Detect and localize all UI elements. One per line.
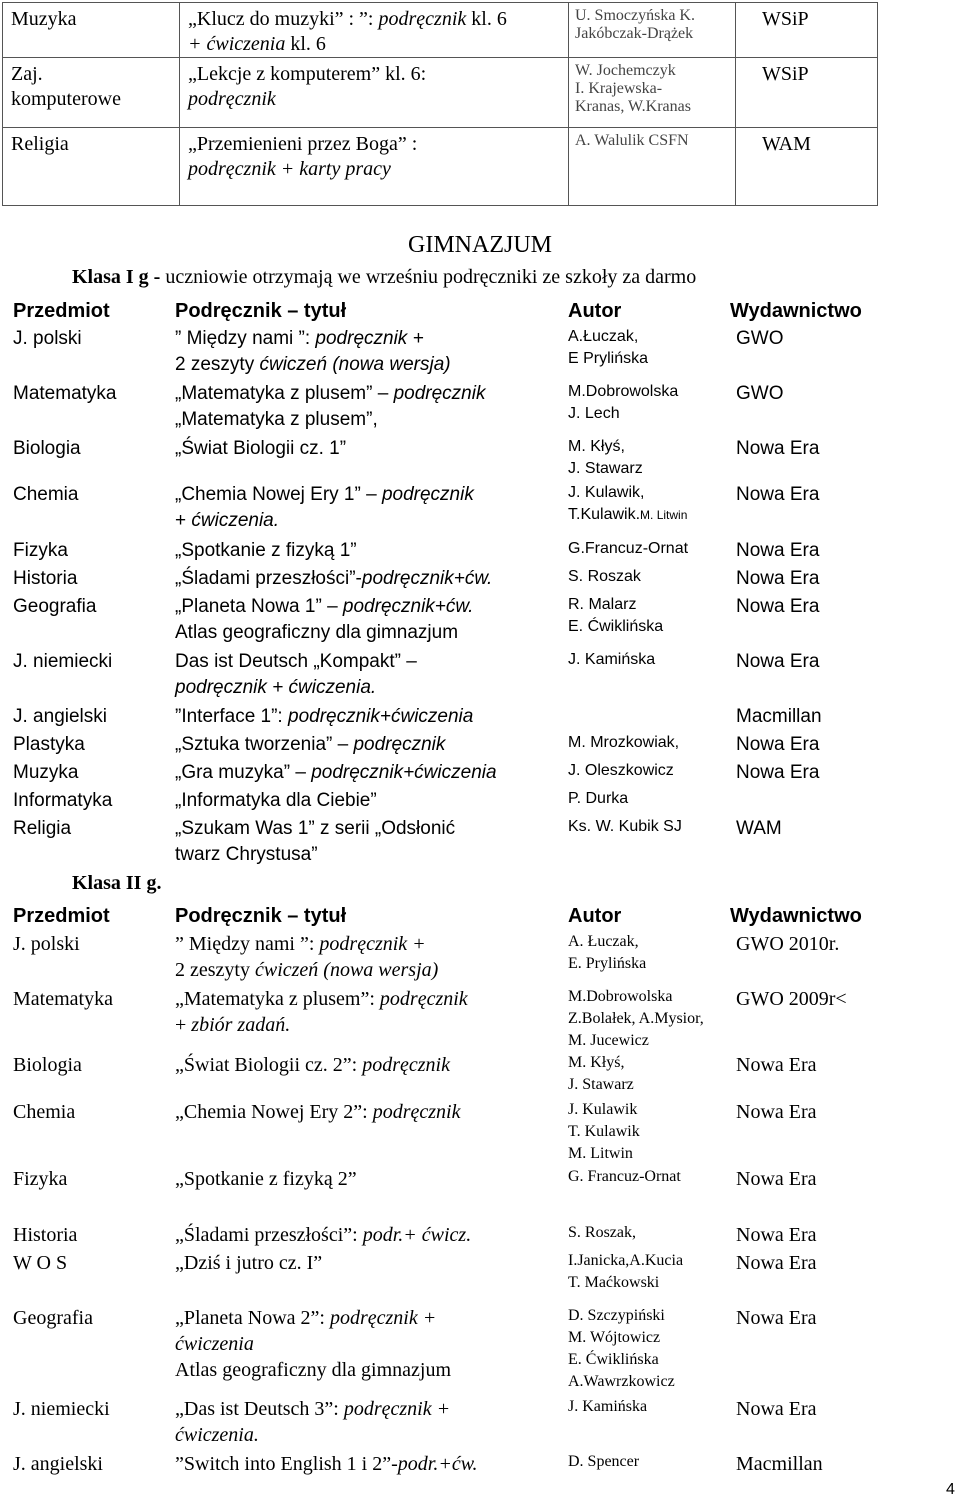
book-title-line: „Matematyka z plusem”: podręcznik bbox=[175, 988, 468, 1010]
book-title-part: kl. 6 bbox=[285, 33, 326, 55]
book-cell bbox=[180, 3, 569, 58]
book-title-part: „Lekcje z komputerem” kl. 6: bbox=[188, 63, 427, 85]
publisher-name: Nowa Era bbox=[736, 1252, 817, 1274]
publisher-name: GWO 2010r. bbox=[736, 933, 840, 955]
author-list bbox=[568, 1222, 636, 1244]
author-name: M. Wójtowicz bbox=[568, 1329, 661, 1346]
book-title-line: „Informatyka dla Ciebie” bbox=[175, 790, 377, 811]
subject-cell-content bbox=[11, 128, 179, 157]
book-title-line: ” Między nami ”: podręcznik + bbox=[175, 328, 424, 349]
publisher-name: GWO bbox=[736, 328, 784, 349]
author-name: U. Smoczyńska K. bbox=[575, 7, 695, 24]
subject-name: Plastyka bbox=[13, 734, 85, 755]
author-list bbox=[568, 732, 679, 754]
publisher-name: Macmillan bbox=[736, 706, 822, 727]
book-cell-content bbox=[188, 58, 568, 112]
book-title-part: podręcznik + karty pracy bbox=[188, 158, 391, 180]
subject-name: Biologia bbox=[13, 438, 81, 459]
upper-table-row bbox=[3, 3, 878, 58]
book-title-line: „Szukam Was 1” z serii „Odsłonić bbox=[175, 818, 456, 839]
author-list bbox=[568, 816, 682, 838]
subject-name: J. polski bbox=[13, 328, 82, 349]
section-title: GIMNAZJUM bbox=[408, 232, 552, 258]
author-list bbox=[568, 986, 704, 1052]
publisher-name: WSiP bbox=[762, 8, 809, 30]
book-title-line: „Świat Biologii cz. 2”: podręcznik bbox=[175, 1054, 450, 1076]
subject-name: Fizyka bbox=[13, 1168, 68, 1190]
class-1-label: Klasa I g - bbox=[72, 266, 166, 288]
author-name: Kranas, W.Kranas bbox=[575, 98, 691, 115]
publisher-name: Nowa Era bbox=[736, 1101, 817, 1123]
subject-name: Chemia bbox=[13, 1101, 76, 1123]
publisher-name: Nowa Era bbox=[736, 1398, 817, 1420]
author-name: G.Francuz-Ornat bbox=[568, 540, 689, 557]
publisher-name: Nowa Era bbox=[736, 540, 820, 561]
subject-name: Historia bbox=[13, 568, 78, 589]
book-title bbox=[175, 816, 455, 868]
author-name: J. Kamińska bbox=[568, 1398, 648, 1415]
author-name: M. Mrozkowiak, bbox=[568, 734, 680, 751]
author-list bbox=[568, 436, 643, 480]
class-2-heading: Klasa II g. bbox=[72, 872, 162, 894]
book-title-line: „Planeta Nowa 1” – podręcznik+ćw. bbox=[175, 596, 474, 617]
column-header-author: Autor bbox=[568, 905, 622, 927]
publisher-name: WAM bbox=[736, 818, 782, 839]
upper-book-table bbox=[2, 2, 878, 206]
author-list bbox=[568, 381, 678, 425]
publisher-name: Macmillan bbox=[736, 1453, 823, 1475]
author-list bbox=[568, 566, 641, 588]
column-header-publisher: Wydawnictwo bbox=[730, 300, 862, 322]
author-list bbox=[568, 482, 687, 526]
subject-name: J. niemiecki bbox=[13, 1398, 110, 1420]
author-cell bbox=[569, 128, 736, 206]
publisher-name: GWO 2009r< bbox=[736, 988, 847, 1010]
book-title-line: ”Switch into English 1 i 2”-podr.+ćw. bbox=[175, 1453, 478, 1475]
author-name: S. Roszak, bbox=[568, 1224, 636, 1241]
subject-name: Matematyka bbox=[13, 988, 113, 1010]
subject-name: Geografia bbox=[13, 596, 97, 617]
author-name: I. Krajewska- bbox=[575, 80, 663, 97]
author-name: E. Ćwiklińska bbox=[568, 1351, 659, 1368]
book-title-line: Das ist Deutsch „Kompakt” – bbox=[175, 651, 417, 672]
subject-cell bbox=[3, 58, 180, 128]
author-cell-content bbox=[575, 58, 735, 116]
author-name: M.Dobrowolska bbox=[568, 988, 673, 1005]
subject-name: komputerowe bbox=[11, 88, 121, 110]
publisher-name: Nowa Era bbox=[736, 762, 820, 783]
book-title bbox=[175, 1250, 322, 1276]
book-title-line: ćwiczenia. bbox=[175, 1424, 259, 1446]
publisher-cell bbox=[736, 58, 878, 128]
author-name: G. Francuz-Ornat bbox=[568, 1168, 681, 1185]
subject-name: Muzyka bbox=[11, 8, 77, 30]
book-title-line: „Chemia Nowej Ery 1” – podręcznik bbox=[175, 484, 474, 505]
book-title bbox=[175, 1451, 478, 1477]
publisher-name: Nowa Era bbox=[736, 438, 820, 459]
book-title bbox=[175, 649, 417, 701]
author-list bbox=[568, 1305, 675, 1393]
book-title-line: Atlas geograficzny dla gimnazjum bbox=[175, 1359, 452, 1381]
book-title-line: 2 zeszyty ćwiczeń (nowa wersja) bbox=[175, 354, 451, 375]
book-title-line: twarz Chrystusa” bbox=[175, 844, 318, 865]
book-title-part: podręcznik bbox=[188, 88, 276, 110]
subject-name: Fizyka bbox=[13, 540, 68, 561]
author-list bbox=[568, 760, 674, 782]
publisher-name: Nowa Era bbox=[736, 1168, 817, 1190]
subject-name: J. polski bbox=[13, 933, 80, 955]
author-name: J. Lech bbox=[568, 405, 620, 422]
subject-name: Zaj. bbox=[11, 63, 43, 85]
subject-cell bbox=[3, 3, 180, 58]
publisher-cell bbox=[736, 3, 878, 58]
book-title-line: „Spotkanie z fizyką 2” bbox=[175, 1168, 357, 1190]
author-name: T. Kulawik bbox=[568, 1123, 640, 1140]
book-title bbox=[175, 1166, 357, 1192]
book-title bbox=[175, 594, 473, 646]
book-title bbox=[175, 931, 438, 983]
author-name: J. Kamińska bbox=[568, 651, 656, 668]
book-title-part: „Przemienieni przez Boga” : bbox=[188, 133, 418, 155]
author-name: M. Jucewicz bbox=[568, 1032, 649, 1049]
book-title-line: podręcznik + ćwiczenia. bbox=[175, 677, 377, 698]
book-title-line: „Sztuka tworzenia” – podręcznik bbox=[175, 734, 446, 755]
author-name: J. Stawarz bbox=[568, 460, 643, 477]
book-title-part: kl. 6 bbox=[466, 8, 507, 30]
subject-cell-content bbox=[11, 3, 179, 32]
book-title-part: podręcznik bbox=[378, 8, 467, 30]
column-header-subject: Przedmiot bbox=[13, 905, 110, 927]
publisher-name: Nowa Era bbox=[736, 734, 820, 755]
author-name: J. Stawarz bbox=[568, 1076, 634, 1093]
publisher-name: GWO bbox=[736, 383, 784, 404]
book-title-line: „Spotkanie z fizyką 1” bbox=[175, 540, 357, 561]
author-name: I.Janicka,A.Kucia bbox=[568, 1252, 684, 1269]
subject-name: Biologia bbox=[13, 1054, 82, 1076]
author-list bbox=[568, 594, 663, 638]
publisher-name: Nowa Era bbox=[736, 1224, 817, 1246]
column-header-book: Podręcznik – tytuł bbox=[175, 905, 347, 927]
author-name: T. Maćkowski bbox=[568, 1274, 660, 1291]
author-list bbox=[568, 1451, 639, 1473]
subject-cell-content bbox=[11, 58, 179, 112]
book-title bbox=[175, 1099, 460, 1125]
book-title bbox=[175, 732, 445, 758]
book-cell-content bbox=[188, 128, 568, 182]
author-cell-content bbox=[575, 3, 735, 43]
class-1-heading bbox=[72, 266, 696, 289]
upper-table-row bbox=[3, 128, 878, 206]
book-title bbox=[175, 986, 468, 1038]
book-cell bbox=[180, 58, 569, 128]
book-title-line: Atlas geograficzny dla gimnazjum bbox=[175, 622, 459, 643]
author-name: M. Litwin bbox=[568, 1145, 633, 1162]
book-title bbox=[175, 1222, 471, 1248]
book-cell bbox=[180, 128, 569, 206]
class-1-note: uczniowie otrzymają we wrześniu podręczniki ze szkoły za darmo bbox=[165, 266, 697, 288]
author-list bbox=[568, 931, 646, 975]
subject-name: J. angielski bbox=[13, 1453, 103, 1475]
book-title bbox=[175, 381, 485, 433]
author-name: Z.Bolałek, A.Mysior, bbox=[568, 1010, 704, 1027]
subject-name: W O S bbox=[13, 1252, 68, 1274]
book-title-line: + ćwiczenia. bbox=[175, 510, 280, 531]
author-name: J. Kulawik bbox=[568, 1101, 638, 1118]
author-name: A.Wawrzkowicz bbox=[568, 1373, 675, 1390]
author-name: D. Spencer bbox=[568, 1453, 640, 1470]
subject-name: Religia bbox=[13, 818, 72, 839]
author-name: E. Prylińska bbox=[568, 955, 647, 972]
upper-table-row bbox=[3, 58, 878, 128]
author-name: M.Dobrowolska bbox=[568, 383, 679, 400]
author-name: D. Szczypiński bbox=[568, 1307, 665, 1324]
author-name: A. Walulik CSFN bbox=[575, 132, 689, 149]
subject-name: Informatyka bbox=[13, 790, 113, 811]
publisher-cell bbox=[736, 128, 878, 206]
author-name: P. Durka bbox=[568, 790, 629, 807]
book-title-line: „Świat Biologii cz. 1” bbox=[175, 438, 347, 459]
publisher-name: Nowa Era bbox=[736, 596, 820, 617]
book-title bbox=[175, 1396, 450, 1448]
author-cell-content bbox=[575, 128, 735, 150]
book-title-line: „Das ist Deutsch 3”: podręcznik + bbox=[175, 1398, 451, 1420]
book-title bbox=[175, 326, 451, 378]
author-list bbox=[568, 1250, 683, 1294]
subject-name: J. niemiecki bbox=[13, 651, 113, 672]
author-name: W. Jochemczyk bbox=[575, 62, 676, 79]
author-name: Ks. W. Kubik SJ bbox=[568, 818, 682, 835]
author-name: A. Łuczak, bbox=[568, 933, 639, 950]
book-title-line: „Chemia Nowej Ery 2”: podręcznik bbox=[175, 1101, 461, 1123]
author-name: M. Kłyś, bbox=[568, 438, 625, 455]
book-title-line: ćwiczenia bbox=[175, 1333, 254, 1355]
book-title-line: ” Między nami ”: podręcznik + bbox=[175, 933, 426, 955]
book-title bbox=[175, 760, 497, 786]
publisher-name: Nowa Era bbox=[736, 568, 820, 589]
book-title bbox=[175, 788, 377, 814]
subject-name: Historia bbox=[13, 1224, 78, 1246]
author-name: E Prylińska bbox=[568, 350, 649, 367]
column-header-author: Autor bbox=[568, 300, 622, 322]
subject-name: Muzyka bbox=[13, 762, 79, 783]
book-title-line: + zbiór zadań. bbox=[175, 1014, 291, 1036]
subject-name: Matematyka bbox=[13, 383, 117, 404]
author-name: J. Oleszkowicz bbox=[568, 762, 674, 779]
subject-name: J. angielski bbox=[13, 706, 107, 727]
book-title bbox=[175, 566, 492, 592]
subject-name: Chemia bbox=[13, 484, 79, 505]
author-name: Jakóbczak-Drążek bbox=[575, 25, 694, 42]
author-cell bbox=[569, 58, 736, 128]
book-title-line: „Śladami przeszłości”-podręcznik+ćw. bbox=[175, 568, 493, 589]
subject-name: Religia bbox=[11, 133, 69, 155]
book-title bbox=[175, 704, 473, 730]
author-list bbox=[568, 1099, 640, 1165]
book-title-line: „Gra muzyka” – podręcznik+ćwiczenia bbox=[175, 762, 497, 783]
author-list bbox=[568, 326, 648, 370]
column-header-subject: Przedmiot bbox=[13, 300, 110, 322]
author-cell bbox=[569, 3, 736, 58]
publisher-name: WAM bbox=[762, 133, 811, 155]
book-title bbox=[175, 482, 474, 534]
book-title bbox=[175, 1052, 450, 1078]
publisher-name: WSiP bbox=[762, 63, 809, 85]
publisher-name: Nowa Era bbox=[736, 651, 820, 672]
book-cell-content bbox=[188, 3, 568, 57]
author-name: R. Malarz bbox=[568, 596, 637, 613]
author-name: S. Roszak bbox=[568, 568, 641, 585]
book-title-line: „Planeta Nowa 2”: podręcznik + bbox=[175, 1307, 437, 1329]
author-name: A.Łuczak, bbox=[568, 328, 639, 345]
author-list bbox=[568, 649, 655, 671]
book-title-line: „Śladami przeszłości”: podr.+ ćwicz. bbox=[175, 1224, 472, 1246]
publisher-name: Nowa Era bbox=[736, 484, 820, 505]
column-header-publisher: Wydawnictwo bbox=[730, 905, 862, 927]
author-name: T.Kulawik.M. Litwin bbox=[568, 506, 688, 523]
book-title bbox=[175, 1305, 451, 1383]
book-title bbox=[175, 538, 357, 564]
author-name: E. Ćwiklińska bbox=[568, 618, 664, 635]
author-list bbox=[568, 538, 688, 560]
book-title-part: + ćwiczenia bbox=[188, 33, 286, 55]
book-title-part: „Klucz do muzyki” : ”: bbox=[188, 8, 379, 30]
publisher-name: Nowa Era bbox=[736, 1054, 817, 1076]
author-name: M. Kłyś, bbox=[568, 1054, 625, 1071]
author-list bbox=[568, 1166, 681, 1188]
publisher-name: Nowa Era bbox=[736, 1307, 817, 1329]
column-header-book: Podręcznik – tytuł bbox=[175, 300, 347, 322]
book-title-line: „Matematyka z plusem” – podręcznik bbox=[175, 383, 486, 404]
book-title-line: „Matematyka z plusem”, bbox=[175, 409, 378, 430]
page-number: 4 bbox=[946, 1481, 955, 1498]
book-title-line: „Dziś i jutro cz. I” bbox=[175, 1252, 323, 1274]
book-title bbox=[175, 436, 346, 462]
author-list bbox=[568, 788, 628, 810]
book-title-line: 2 zeszyty ćwiczeń (nowa wersja) bbox=[175, 959, 439, 981]
author-list bbox=[568, 1052, 634, 1096]
book-title-line: ”Interface 1”: podręcznik+ćwiczenia bbox=[175, 706, 474, 727]
author-list bbox=[568, 1396, 647, 1418]
subject-cell bbox=[3, 128, 180, 206]
subject-name: Geografia bbox=[13, 1307, 93, 1329]
author-name: J. Kulawik, bbox=[568, 484, 645, 501]
